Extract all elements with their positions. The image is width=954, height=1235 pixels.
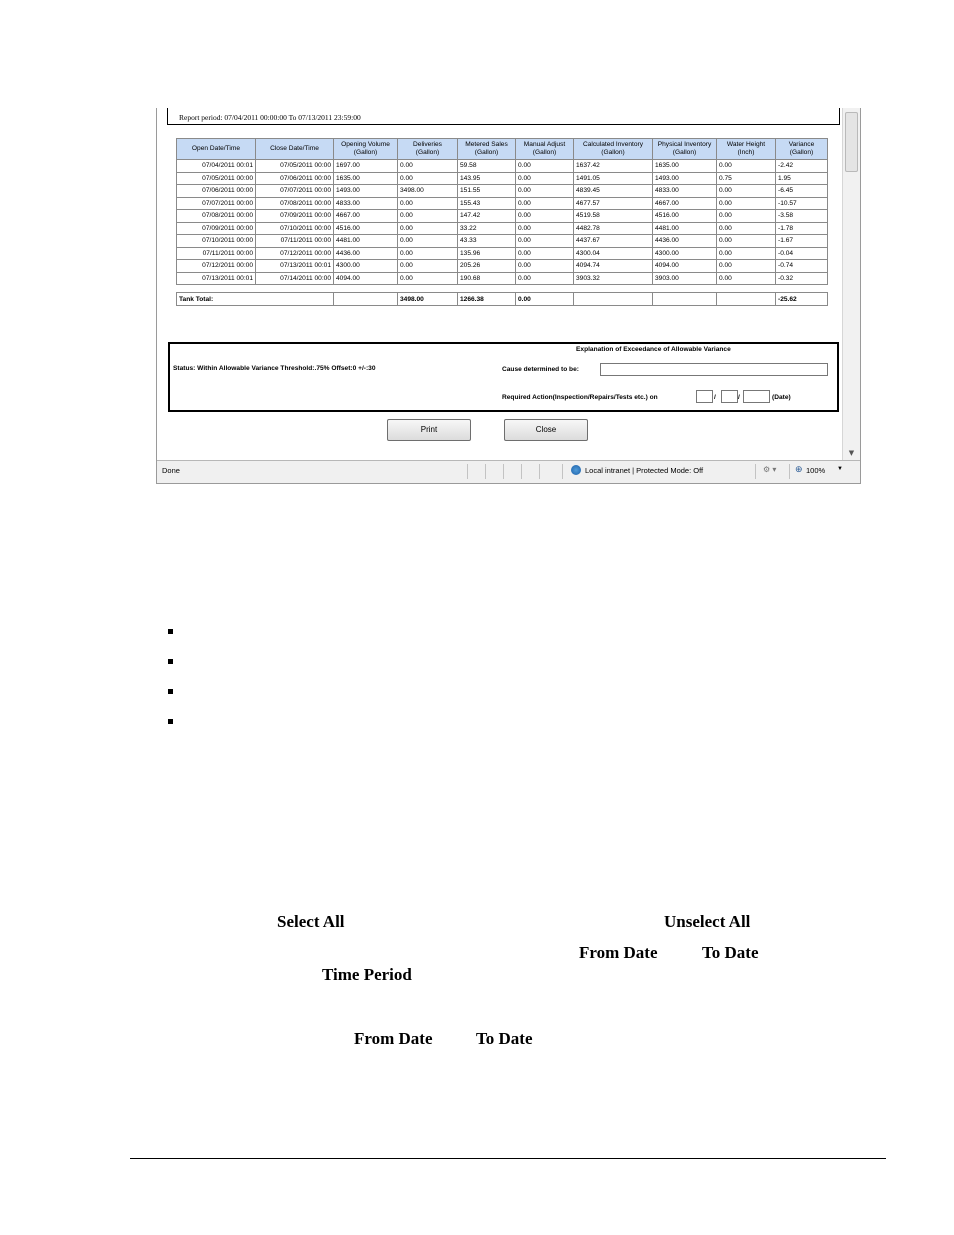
variance-explanation-box <box>168 342 839 412</box>
table-cell: 4437.67 <box>574 235 653 248</box>
cause-label: Cause determined to be: <box>502 366 579 373</box>
table-cell: 07/13/2011 00:01 <box>256 260 334 273</box>
table-cell: 0.00 <box>398 272 458 285</box>
table-cell: 4519.58 <box>574 210 653 223</box>
col-header-open: Open Date/Time <box>177 139 256 160</box>
table-cell: 0.00 <box>516 185 574 198</box>
table-cell: 0.00 <box>717 160 776 173</box>
bullet-icon <box>168 689 173 694</box>
total-metered-sales: 1266.38 <box>458 293 516 306</box>
table-cell: 135.96 <box>458 247 516 260</box>
table-cell: 0.00 <box>516 235 574 248</box>
table-cell: 1.95 <box>776 172 828 185</box>
total-calculated-inventory <box>574 293 653 306</box>
bullet-icon <box>168 719 173 724</box>
select-all-term: Select All <box>277 912 345 931</box>
col-header-metered-sales: Metered Sales (Gallon) <box>458 139 516 160</box>
col-header-physical-inventory: Physical Inventory (Gallon) <box>653 139 717 160</box>
table-cell: 07/05/2011 00:00 <box>256 160 334 173</box>
table-cell: 0.00 <box>516 260 574 273</box>
table-row <box>177 235 828 248</box>
table-cell: -2.42 <box>776 160 828 173</box>
table-row <box>177 185 828 198</box>
table-cell: 07/08/2011 00:00 <box>177 210 256 223</box>
table-cell: 3903.00 <box>653 272 717 285</box>
table-cell: 07/11/2011 00:00 <box>256 235 334 248</box>
unselect-all-term: Unselect All <box>664 912 751 931</box>
table-cell: 0.00 <box>398 160 458 173</box>
browser-status-bar <box>157 460 860 483</box>
table-cell: 43.33 <box>458 235 516 248</box>
table-cell: 4516.00 <box>334 222 398 235</box>
table-cell: 07/04/2011 00:01 <box>177 160 256 173</box>
report-window-screenshot <box>156 108 861 484</box>
table-cell: -0.32 <box>776 272 828 285</box>
bullet-icon <box>168 659 173 664</box>
status-divider <box>503 464 504 479</box>
variance-status: Status: Within Allowable Variance Threshold:.75% Offset:0 +/-:30 <box>173 365 376 372</box>
table-cell: 0.00 <box>717 272 776 285</box>
table-cell: 3903.32 <box>574 272 653 285</box>
to-date-term: To Date <box>476 1029 533 1048</box>
status-divider <box>485 464 486 479</box>
table-cell: 4667.00 <box>653 197 717 210</box>
table-cell: 205.26 <box>458 260 516 273</box>
table-row <box>177 172 828 185</box>
table-cell: 0.00 <box>398 172 458 185</box>
table-cell: 0.00 <box>516 222 574 235</box>
table-cell: 1493.00 <box>334 185 398 198</box>
table-cell: -0.04 <box>776 247 828 260</box>
table-cell: 0.00 <box>516 172 574 185</box>
total-deliveries: 3498.00 <box>398 293 458 306</box>
table-cell: 4300.04 <box>574 247 653 260</box>
table-cell: 4482.78 <box>574 222 653 235</box>
report-content <box>157 108 841 460</box>
bullet-icon <box>168 629 173 634</box>
total-manual-adjust: 0.00 <box>516 293 574 306</box>
status-divider <box>789 464 790 479</box>
table-cell: -3.58 <box>776 210 828 223</box>
table-cell: 4481.00 <box>334 235 398 248</box>
table-cell: 1491.05 <box>574 172 653 185</box>
table-row <box>177 247 828 260</box>
table-cell: 4436.00 <box>653 235 717 248</box>
col-header-close: Close Date/Time <box>256 139 334 160</box>
table-cell: 0.00 <box>516 272 574 285</box>
table-cell: 4516.00 <box>653 210 717 223</box>
table-spacer <box>177 285 828 293</box>
table-row <box>177 260 828 273</box>
table-cell: 0.00 <box>516 247 574 260</box>
table-cell: 0.00 <box>398 247 458 260</box>
status-text: Done <box>162 466 180 475</box>
table-cell: 0.00 <box>717 235 776 248</box>
table-row <box>177 210 828 223</box>
table-cell: 07/12/2011 00:00 <box>256 247 334 260</box>
table-cell: 0.00 <box>398 222 458 235</box>
status-divider <box>467 464 468 479</box>
date-separator: / <box>738 394 740 401</box>
col-header-deliveries: Deliveries (Gallon) <box>398 139 458 160</box>
table-cell: 0.00 <box>398 260 458 273</box>
to-date-term: To Date <box>702 943 759 962</box>
table-cell: 155.43 <box>458 197 516 210</box>
table-cell: -1.78 <box>776 222 828 235</box>
table-cell: 07/14/2011 00:00 <box>256 272 334 285</box>
table-cell: 07/11/2011 00:00 <box>177 247 256 260</box>
action-date-year-input[interactable] <box>743 390 770 403</box>
vertical-scrollbar[interactable] <box>842 108 860 460</box>
table-cell: 147.42 <box>458 210 516 223</box>
table-cell: 07/12/2011 00:00 <box>177 260 256 273</box>
table-cell: 3498.00 <box>398 185 458 198</box>
table-row <box>177 272 828 285</box>
table-cell: 4833.00 <box>334 197 398 210</box>
table-cell: 190.68 <box>458 272 516 285</box>
table-cell: 07/07/2011 00:00 <box>256 185 334 198</box>
table-cell: 0.00 <box>717 185 776 198</box>
table-cell: 07/09/2011 00:00 <box>177 222 256 235</box>
footer-rule <box>130 1158 886 1159</box>
table-cell: 4094.74 <box>574 260 653 273</box>
table-cell: 07/06/2011 00:00 <box>256 172 334 185</box>
col-header-opening-volume: Opening Volume (Gallon) <box>334 139 398 160</box>
settings-icon[interactable]: ⚙ ▾ <box>763 465 777 474</box>
inventory-table <box>176 138 828 306</box>
table-cell: 1635.00 <box>334 172 398 185</box>
table-cell: 0.00 <box>717 197 776 210</box>
zoom-icon[interactable]: ⊕ <box>795 464 803 474</box>
total-water-height <box>717 293 776 306</box>
table-cell: 4094.00 <box>653 260 717 273</box>
table-cell: 07/10/2011 00:00 <box>177 235 256 248</box>
status-divider <box>755 464 756 479</box>
table-cell: 0.00 <box>717 247 776 260</box>
date-label: (Date) <box>772 394 791 401</box>
col-header-water-height: Water Height (Inch) <box>717 139 776 160</box>
col-header-manual-adjust: Manual Adjust (Gallon) <box>516 139 574 160</box>
table-cell: 4481.00 <box>653 222 717 235</box>
total-physical-inventory <box>653 293 717 306</box>
table-cell: -6.45 <box>776 185 828 198</box>
table-cell: -10.57 <box>776 197 828 210</box>
close-button[interactable]: Close <box>504 419 588 441</box>
table-cell: 33.22 <box>458 222 516 235</box>
from-date-term: From Date <box>354 1029 433 1048</box>
col-header-variance: Variance (Gallon) <box>776 139 828 160</box>
table-header-row <box>177 139 828 160</box>
table-cell: -1.67 <box>776 235 828 248</box>
table-cell: -0.74 <box>776 260 828 273</box>
scroll-down-arrow-icon[interactable]: ▼ <box>848 449 855 457</box>
table-cell: 1635.00 <box>653 160 717 173</box>
table-cell: 0.00 <box>516 210 574 223</box>
table-cell: 0.00 <box>717 222 776 235</box>
table-cell: 4839.45 <box>574 185 653 198</box>
table-cell: 1637.42 <box>574 160 653 173</box>
table-cell: 0.00 <box>717 210 776 223</box>
table-cell: 07/05/2011 00:00 <box>177 172 256 185</box>
table-cell: 07/07/2011 00:00 <box>177 197 256 210</box>
cause-input[interactable] <box>600 363 828 376</box>
tank-total-row <box>177 293 828 306</box>
table-cell: 07/13/2011 00:01 <box>177 272 256 285</box>
table-cell: 0.75 <box>717 172 776 185</box>
security-zone: Local intranet | Protected Mode: Off <box>585 466 704 475</box>
table-cell: 07/10/2011 00:00 <box>256 222 334 235</box>
table-cell: 151.55 <box>458 185 516 198</box>
zoom-level[interactable]: 100% <box>806 466 826 475</box>
required-action-label: Required Action(Inspection/Repairs/Tests etc.) on <box>502 394 658 401</box>
table-cell: 143.95 <box>458 172 516 185</box>
table-cell: 0.00 <box>516 197 574 210</box>
table-cell: 59.58 <box>458 160 516 173</box>
table-row <box>177 160 828 173</box>
date-separator: / <box>714 394 716 401</box>
table-row <box>177 197 828 210</box>
table-cell: 4436.00 <box>334 247 398 260</box>
table-cell: 4833.00 <box>653 185 717 198</box>
table-cell: 1493.00 <box>653 172 717 185</box>
table-row <box>177 222 828 235</box>
table-cell: 07/09/2011 00:00 <box>256 210 334 223</box>
total-variance: -25.62 <box>776 293 828 306</box>
col-header-calculated-inventory: Calculated Inventory (Gallon) <box>574 139 653 160</box>
table-cell: 1697.00 <box>334 160 398 173</box>
status-divider <box>539 464 540 479</box>
status-divider <box>521 464 522 479</box>
table-cell: 07/06/2011 00:00 <box>177 185 256 198</box>
total-label: Tank Total: <box>177 293 334 306</box>
table-cell: 4300.00 <box>653 247 717 260</box>
table-cell: 0.00 <box>398 235 458 248</box>
table-cell: 0.00 <box>398 210 458 223</box>
scrollbar-thumb[interactable] <box>845 112 858 172</box>
table-cell: 4677.57 <box>574 197 653 210</box>
table-cell: 07/08/2011 00:00 <box>256 197 334 210</box>
table-cell: 4667.00 <box>334 210 398 223</box>
status-divider <box>562 464 563 479</box>
action-date-month-input[interactable] <box>696 390 713 403</box>
report-period: Report period: 07/04/2011 00:00:00 To 07/13/2011 23:59:00 <box>179 113 361 122</box>
zoom-dropdown-icon[interactable]: ▼ <box>837 466 843 472</box>
time-period-term: Time Period <box>322 965 412 984</box>
table-body <box>177 160 828 285</box>
explanation-title: Explanation of Exceedance of Allowable Variance <box>576 346 731 353</box>
table-cell: 4094.00 <box>334 272 398 285</box>
from-date-term: From Date <box>579 943 658 962</box>
table-cell: 0.00 <box>717 260 776 273</box>
globe-icon <box>571 465 581 475</box>
table-cell: 4300.00 <box>334 260 398 273</box>
action-date-day-input[interactable] <box>721 390 738 403</box>
table-cell: 0.00 <box>516 160 574 173</box>
table-cell: 0.00 <box>398 197 458 210</box>
total-opening-volume <box>334 293 398 306</box>
print-button[interactable]: Print <box>387 419 471 441</box>
